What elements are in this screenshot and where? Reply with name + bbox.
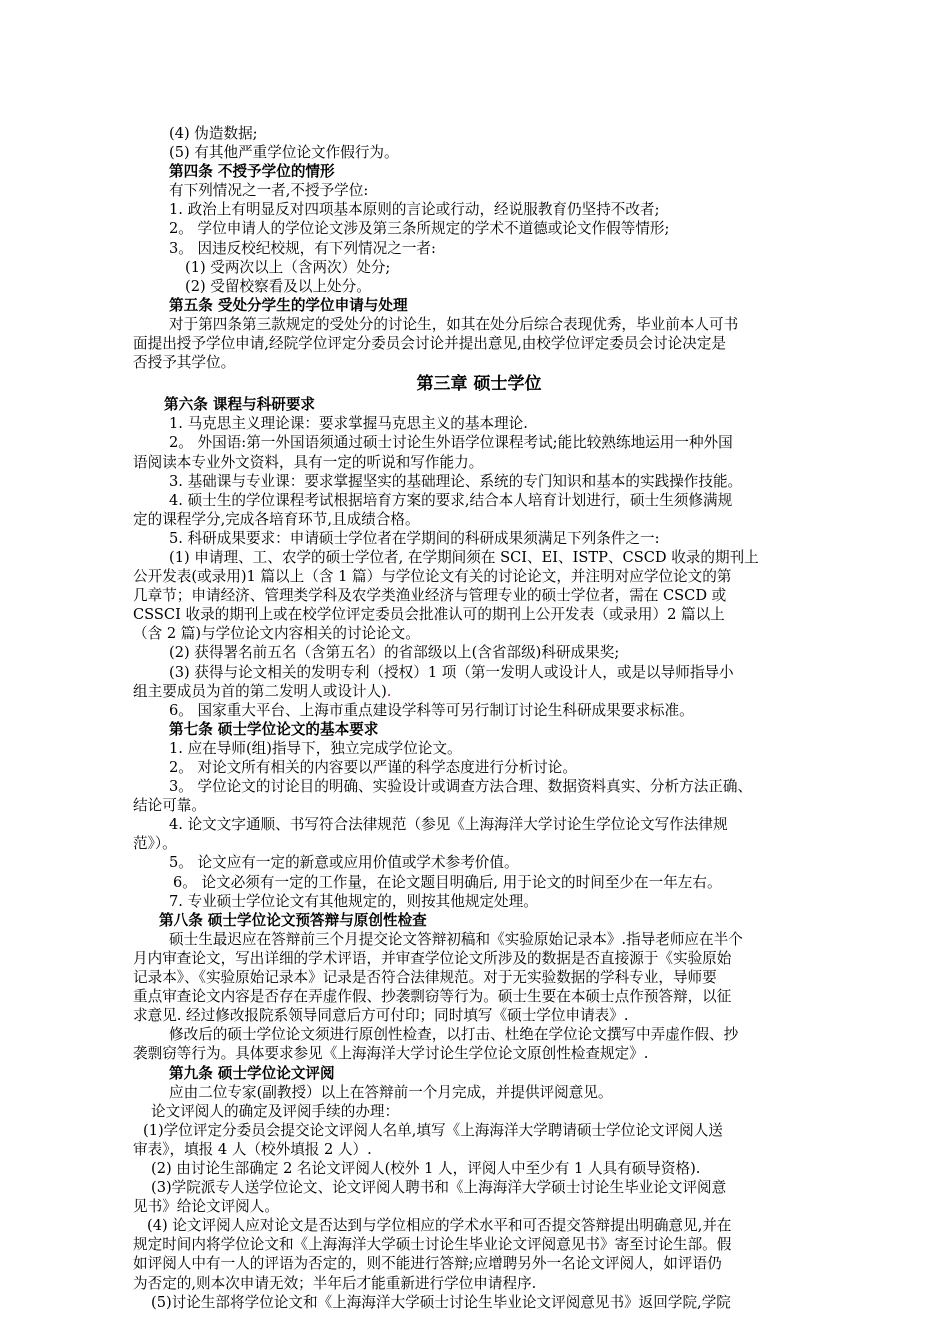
list-item-cont: 如评阅人中有一人的评语为否定的，则不能进行答辩;应增聘另外一名论文评阅人，如评语仍 <box>133 1255 722 1273</box>
paragraph: 应由二位专家(副教授）以上在答辩前一个月完成，并提供评阅意见。 <box>169 1083 613 1101</box>
list-item-cont: 见书》给论文评阅人。 <box>133 1198 279 1216</box>
list-item: 7. 专业硕士学位论文有其他规定的，则按其他规定处理。 <box>169 892 538 910</box>
paragraph: 对于第四条第三款规定的受处分的讨论生，如其在处分后综合表现优秀，毕业前本人可书 <box>169 315 739 333</box>
sub-list-item: (3) 获得与论文相关的发明专利（授权）1 项（第一发明人或设计人，或是以导师指导小 <box>169 663 734 681</box>
article-heading: 第四条 不授予学位的情形 <box>169 163 335 181</box>
article-heading: 第七条 硕士学位论文的基本要求 <box>169 720 379 738</box>
paragraph: 修改后的硕士学位论文须进行原创性检查，以打击、杜绝在学位论文撰写中弄虚作假、抄 <box>169 1026 739 1044</box>
list-item: (3)学院派专人送学位论文、论文评阅人聘书和《上海海洋大学硕士讨论生毕业论文评阅意 <box>151 1179 727 1197</box>
paragraph: 面提出授予学位申请,经院学位评定分委员会讨论并提出意见,由校学位评定委员会讨论决定是 <box>133 335 727 353</box>
list-item: (1)学位评定分委员会提交论文评阅人名单,填写《上海海洋大学聘请硕士学位论文评阅人送 <box>143 1121 723 1139</box>
list-item: 4. 硕士生的学位课程考试根据培育方案的要求,结合本人培育计划进行，硕士生须修满规 <box>169 491 733 509</box>
paragraph: 求意见. 经过修改报院系领导同意后方可付印；同时填写《硕士学位申请表》. <box>133 1007 629 1025</box>
sub-list-item-text: 组主要成员为首的第二发明人或设计人) <box>133 682 387 700</box>
paragraph: 重点审查论文内容是否存在弄虚作假、抄袭剽窃等行为。硕士生要在本硕士点作预答辩，以征 <box>133 988 732 1006</box>
list-item: 4. 论文文字通顺、书写符合法律规范（参见《上海海洋大学讨论生学位论文写作法律规 <box>169 816 728 834</box>
list-item: 1. 马克思主义理论课：要求掌握马克思主义的基本理论. <box>169 415 528 433</box>
paragraph: 月内审查论文，写出详细的学术评语，并审查学位论文所涉及的数据是否直接源于《实验原始 <box>133 949 732 967</box>
sub-list-item: (2) 获得署名前五名（含第五名）的省部级以上(含省部级)科研成果奖; <box>169 644 620 662</box>
list-item-cont: 为否定的,则本次申请无效；半年后才能重新进行学位申请程序. <box>133 1274 537 1292</box>
list-item: (5) 有其他严重学位论文作假行为。 <box>169 144 399 162</box>
list-item: 2。 对论文所有相关的内容要以严谨的科学态度进行分析讨论。 <box>169 759 577 776</box>
sub-list-item-cont: 几章节；申请经济、管理类学科及农学类渔业经济与管理专业的硕士学位者，需在 CSCD 或 <box>133 587 727 605</box>
paragraph: 否授予其学位。 <box>133 354 236 372</box>
list-item: 2。 外国语:第一外国语须通过硕士讨论生外语学位课程考试;能比较熟练地运用一种外国 <box>169 434 733 452</box>
red-period: . <box>386 682 392 700</box>
list-item: 6。 国家重大平台、上海市重点建设学科等可另行制订讨论生科研成果要求标准。 <box>169 701 694 719</box>
paragraph: 记录本》、《实验原始记录本》记录是否符合法律规范。对于无实验数据的学科专业，导师要 <box>133 969 717 987</box>
article-heading: 第五条 受处分学生的学位申请与处理 <box>169 296 408 314</box>
list-item: 2。 学位申请人的学位论文涉及第三条所规定的学术不道德或论文作假等情形; <box>169 220 670 238</box>
list-item: 3。 学位论文的讨论目的明确、实验设计或调查方法合理、数据资料真实、分析方法正确、 <box>169 778 753 796</box>
list-item: 5. 科研成果要求：申请硕士学位者在学期间的科研成果须满足下列条件之一: <box>169 529 660 547</box>
list-item-cont: 审表》，填报 4 人（校外填报 2 人）. <box>133 1140 372 1158</box>
article-heading: 第六条 课程与科研要求 <box>164 396 316 414</box>
list-item: (2) 由讨论生部确定 2 名论文评阅人(校外 1 人，评阅人中至少有 1 人具有硕导资格). <box>151 1159 701 1177</box>
sub-list-item-cont: CSSCI 收录的期刊上或在校学位评定委员会批准认可的期刊上公开发表（或录用）2 篇以上 <box>133 606 725 624</box>
sub-list-item-cont <box>133 682 825 701</box>
document-page <box>133 124 825 1312</box>
list-item: 5。 论文应有一定的新意或应用价值或学术参考价值。 <box>169 854 519 872</box>
paragraph: 袭剽窃等行为。具体要求参见《上海海洋大学讨论生学位论文原创性检查规定》. <box>133 1045 649 1063</box>
list-item: (5)讨论生部将学位论文和《上海海洋大学硕士讨论生毕业论文评阅意见书》返回学院,学院 <box>151 1293 731 1311</box>
sub-list-item: (1) 受两次以上（含两次）处分; <box>185 258 391 276</box>
list-item-cont: 定的课程学分,完成各培育环节,且成绩合格。 <box>133 510 420 528</box>
sub-list-item-cont: （含 2 篇)与学位论文内容相关的讨论论文。 <box>133 625 420 643</box>
list-item: 6。 论文必须有一定的工作量，在论文题目明确后, 用于论文的时间至少在一年左右。 <box>173 873 722 891</box>
sub-list-item: (1) 申请理、工、农学的硕士学位者, 在学期间须在 SCI、EI、ISTP、CSCD 收录的期刊上 <box>169 548 759 566</box>
list-item: 1. 政治上有明显反对四项基本原则的言论或行动，经说服教育仍坚持不改者; <box>169 201 660 219</box>
list-item: 1. 应在导师(组)指导下，独立完成学位论文。 <box>169 739 462 757</box>
sub-list-item-cont: 公开发表(或录用)1 篇以上（含 1 篇）与学位论文有关的讨论论文，并注明对应学位论文的第 <box>133 568 732 586</box>
sub-list-item: (2) 受留校察看及以上处分。 <box>185 277 371 295</box>
list-item: (4) 伪造数据; <box>169 125 258 142</box>
list-item: (4) 论文评阅人应对论文是否达到与学位相应的学术水平和可否提交答辩提出明确意见,并在 <box>147 1217 732 1235</box>
list-item-cont: 范》）。 <box>133 835 177 853</box>
paragraph: 论文评阅人的确定及评阅手续的办理： <box>151 1102 400 1120</box>
list-item-cont: 结论可靠。 <box>133 797 206 815</box>
list-item: 3。 因违反校纪校规，有下列情况之一者: <box>169 239 436 257</box>
article-heading: 第八条 硕士学位论文预答辩与原创性检查 <box>159 911 427 929</box>
chapter-title: 第三章 硕士学位 <box>416 374 542 395</box>
list-item-cont: 规定时间内将学位论文和《上海海洋大学硕士讨论生毕业论文评阅意见书》寄至讨论生部。假 <box>133 1236 732 1254</box>
paragraph: 有下列情况之一者,不授予学位: <box>169 182 369 200</box>
paragraph: 硕士生最迟应在答辩前三个月提交论文答辩初稿和《实验原始记录本》.指导老师应在半个 <box>169 930 743 948</box>
article-heading: 第九条 硕士学位论文评阅 <box>169 1064 335 1082</box>
list-item: 3. 基础课与专业课：要求掌握坚实的基础理论、系统的专门知识和基本的实践操作技能。 <box>169 472 743 490</box>
list-item-cont: 语阅读本专业外文资料，具有一定的听说和写作能力。 <box>133 453 484 471</box>
